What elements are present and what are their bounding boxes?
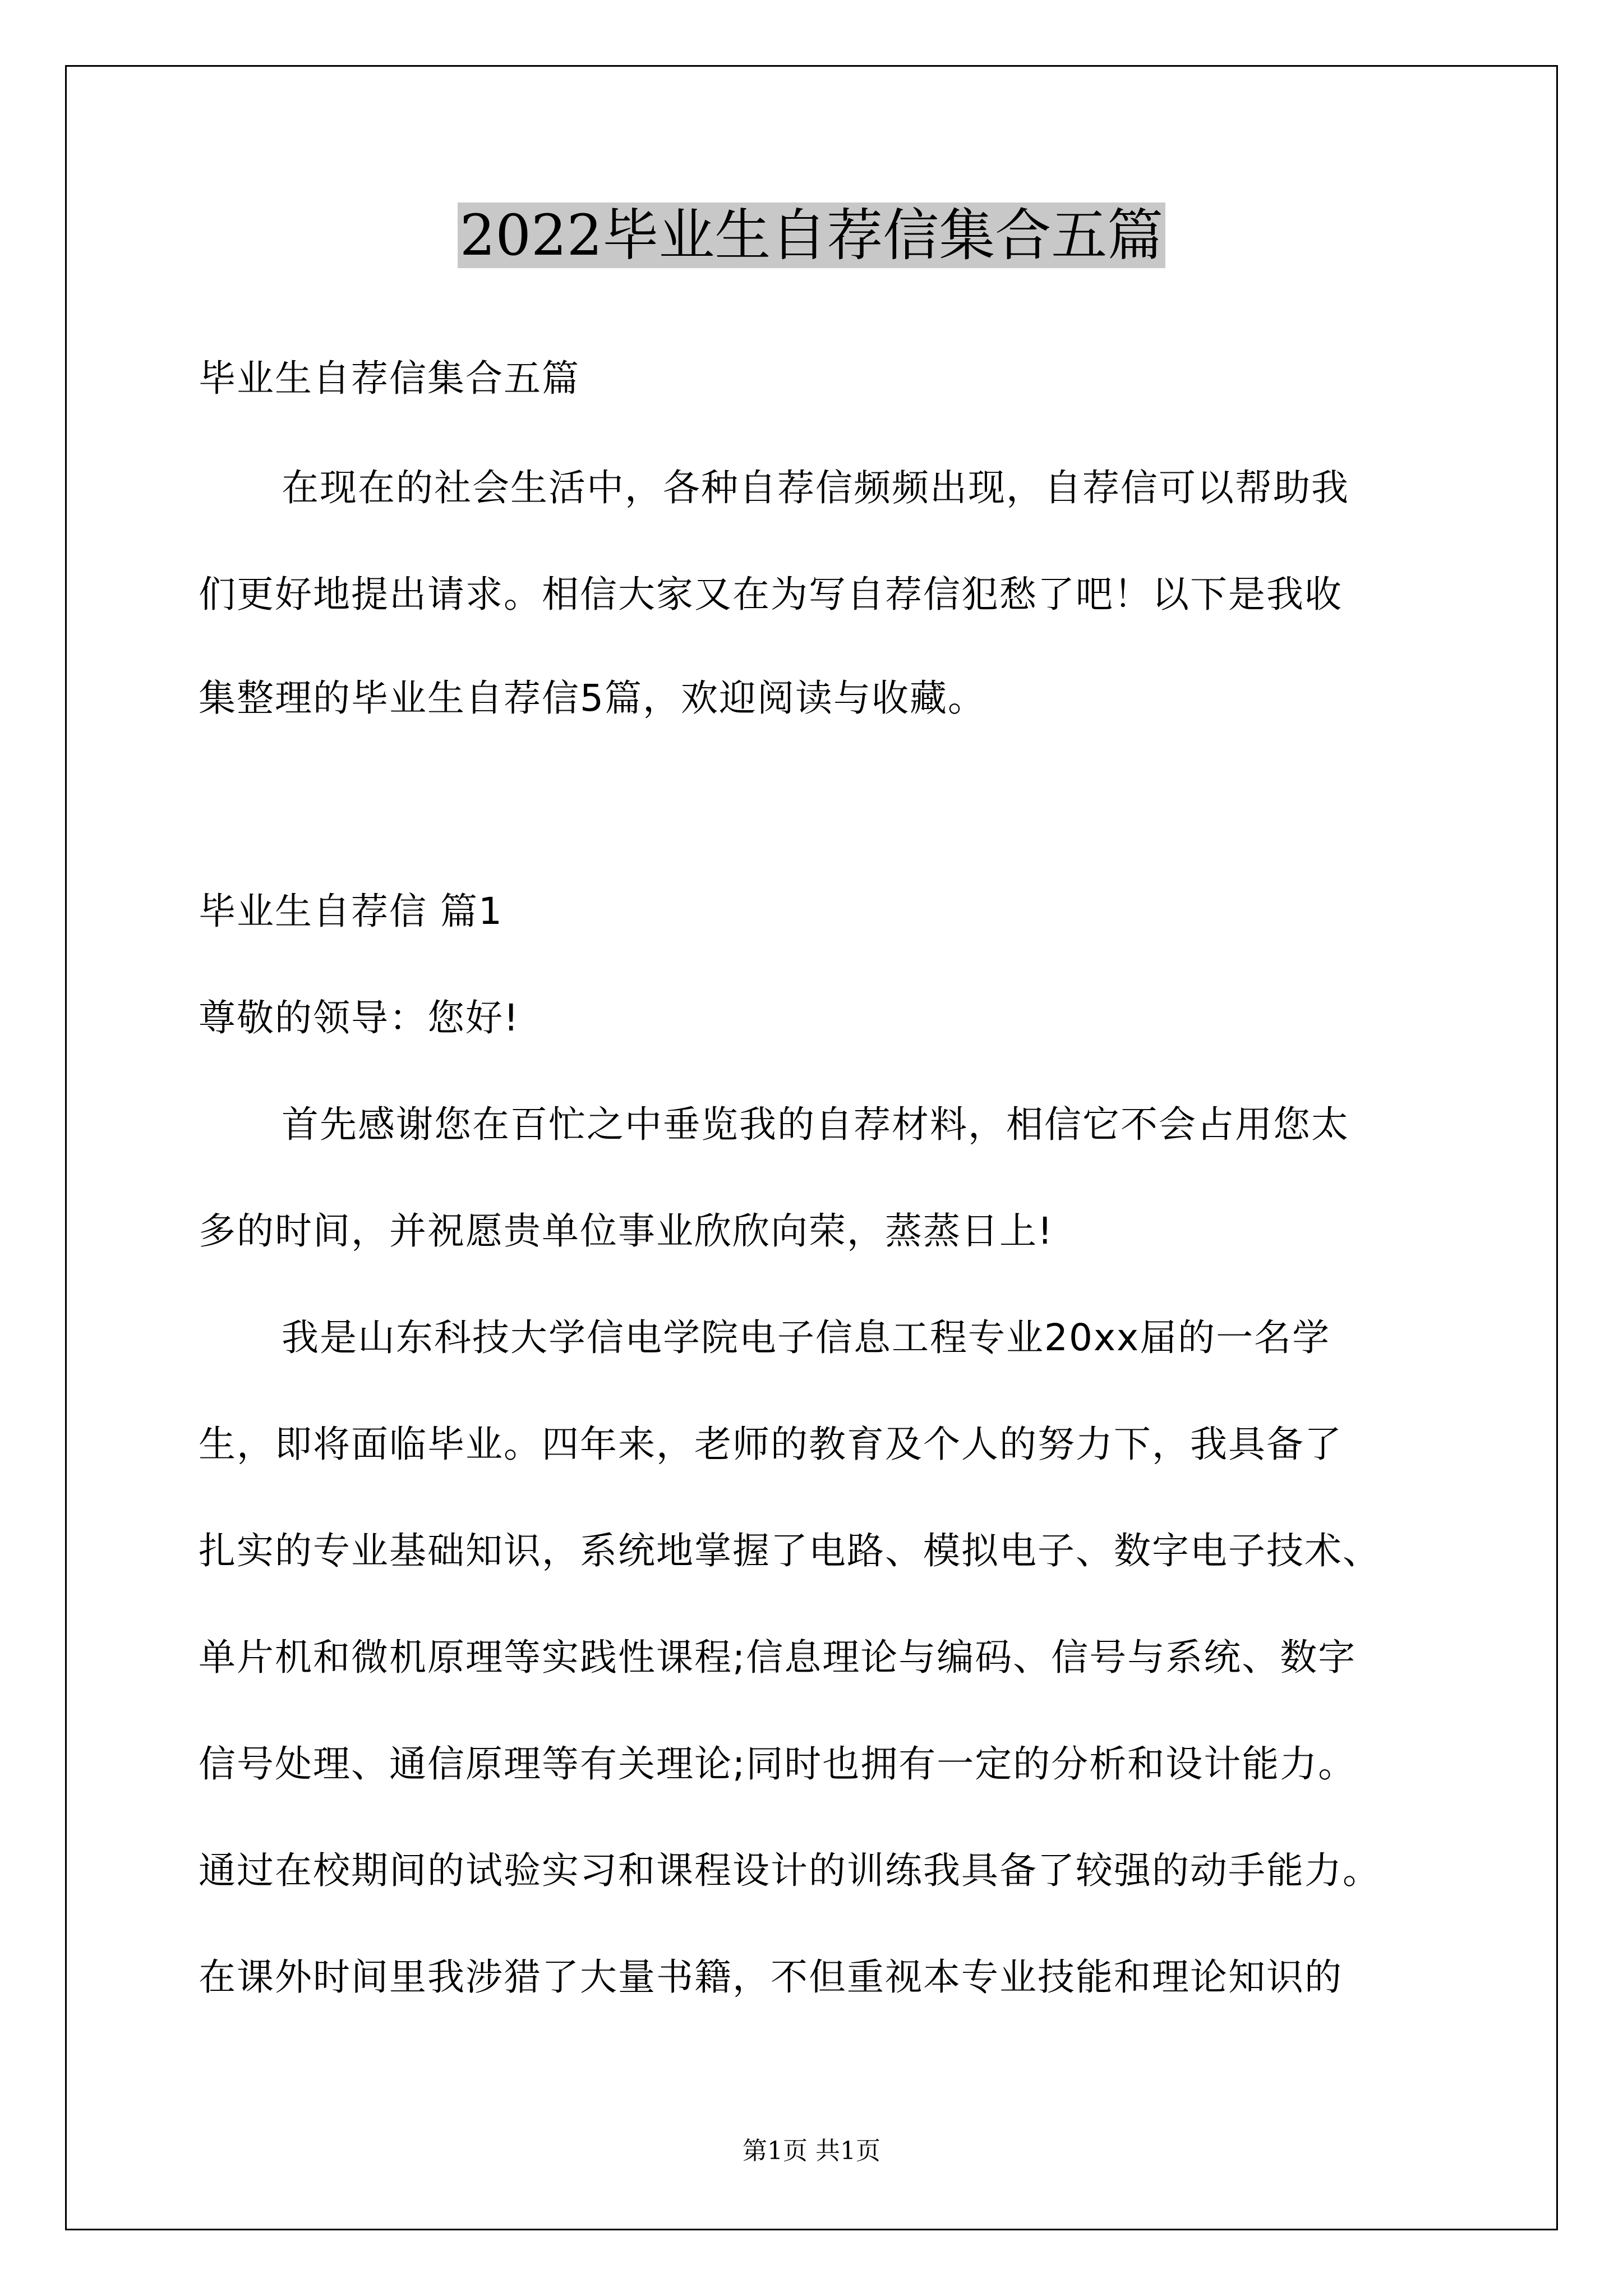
para2-line-7: 在课外时间里我涉猎了大量书籍，不但重视本专业技能和理论知识的 [199, 1955, 1343, 1999]
para2-line-4: 单片机和微机原理等实践性课程;信息理论与编码、信号与系统、数字 [199, 1636, 1357, 1679]
para2-line-3: 扎实的专业基础知识，系统地掌握了电路、模拟电子、数字电子技术、 [199, 1529, 1381, 1572]
para1-line-1: 首先感谢您在百忙之中垂览我的自荐材料，相信它不会占用您太 [282, 1103, 1349, 1146]
para1-line-2: 多的时间，并祝愿贵单位事业欣欣向荣，蒸蒸日上! [199, 1209, 1054, 1253]
document-subtitle: 毕业生自荐信集合五篇 [199, 357, 580, 400]
para2-line-1: 我是山东科技大学信电学院电子信息工程专业20xx届的一名学 [282, 1316, 1331, 1359]
intro-line-2: 们更好地提出请求。相信大家又在为写自荐信犯愁了吧！以下是我收 [199, 573, 1343, 616]
salutation: 尊敬的领导：您好! [199, 996, 520, 1039]
para2-line-6: 通过在校期间的试验实习和课程设计的训练我具备了较强的动手能力。 [199, 1849, 1381, 1892]
para2-line-2: 生，即将面临毕业。四年来，老师的教育及个人的努力下，我具备了 [199, 1423, 1343, 1466]
intro-line-3: 集整理的毕业生自荐信5篇，欢迎阅读与收藏。 [199, 677, 986, 720]
document-title-text: 2022毕业生自荐信集合五篇 [458, 203, 1166, 268]
para2-line-5: 信号处理、通信原理等有关理论;同时也拥有一定的分析和设计能力。 [199, 1742, 1357, 1786]
intro-line-1: 在现在的社会生活中，各种自荐信频频出现，自荐信可以帮助我 [282, 466, 1349, 509]
page-footer: 第1页 共1页 [743, 2137, 880, 2165]
document-title [0, 196, 1623, 275]
section-heading: 毕业生自荐信 篇1 [199, 890, 503, 933]
